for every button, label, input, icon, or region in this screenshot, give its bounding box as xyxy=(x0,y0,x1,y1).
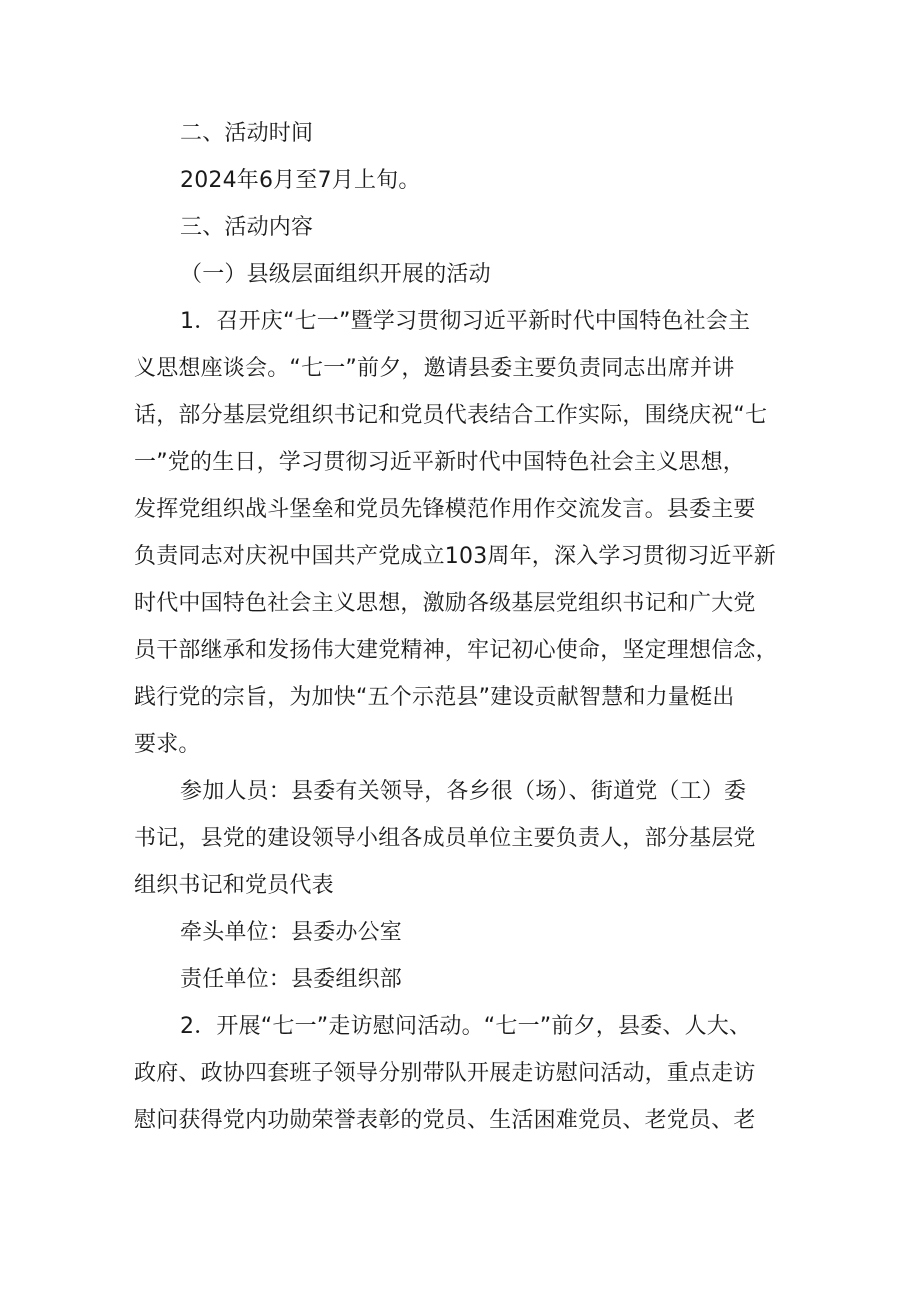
participants-line: 书记，县党的建设领导小组各成员单位主要负责人，部分基层党 xyxy=(134,826,756,851)
section-heading-time: 二、活动时间 xyxy=(180,121,314,146)
paragraph-line: 政府、政协四套班子领导分别带队开展走访慰问活动，重点走访 xyxy=(134,1061,756,1086)
paragraph-line: 一”党的生日，学习贯彻习近平新时代中国特色社会主义思想， xyxy=(134,450,745,475)
paragraph-line: 时代中国特色社会主义思想，激励各级基层党组织书记和广大党 xyxy=(134,591,756,616)
paragraph-line: 慰问获得党内功勋荣誉表彰的党员、生活困难党员、老党员、老 xyxy=(134,1108,756,1133)
paragraph-line: 要求。 xyxy=(134,732,201,757)
participants-line: 组织书记和党员代表 xyxy=(134,873,334,898)
paragraph-line: 践行党的宗旨，为加快“五个示范县”建设贡献智慧和力量梃出 xyxy=(134,685,735,710)
paragraph-line: 发挥党组织战斗堡垒和党员先锋模范作用作交流发言。县委主要 xyxy=(134,497,756,522)
paragraph-line: 1．召开庆“七一”暨学习贯彻习近平新时代中国特色社会主 xyxy=(180,309,751,334)
paragraph-line: 员干部继承和发扬伟大建党精神，牢记初心使命，坚定理想信念， xyxy=(134,638,778,663)
responsible-unit-line: 责任单位：县委组织部 xyxy=(180,967,403,992)
activity-time-text: 2024年6月至7月上旬。 xyxy=(180,168,421,193)
section-heading-content: 三、活动内容 xyxy=(180,215,314,240)
participants-line: 参加人员：县委有关领导，各乡很（场）、街道党（工）委 xyxy=(180,779,747,804)
lead-unit-line: 牵头单位：县委办公室 xyxy=(180,920,403,945)
document-body xyxy=(134,110,794,1144)
paragraph-line: 2．开展“七一”走访慰问活动。“七一”前夕，县委、人大、 xyxy=(180,1014,752,1039)
paragraph-line: 负责同志对庆祝中国共产党成立103周年，深入学习贯彻习近平新 xyxy=(134,544,776,569)
paragraph-line: 义思想座谈会。“七一”前夕，邀请县委主要负责同志出席并讲 xyxy=(134,356,735,381)
paragraph-line: 话，部分基层党组织书记和党员代表结合工作实际，围绕庆祝“七 xyxy=(134,403,768,428)
subsection-heading-county: （一）县级层面组织开展的活动 xyxy=(180,262,491,287)
